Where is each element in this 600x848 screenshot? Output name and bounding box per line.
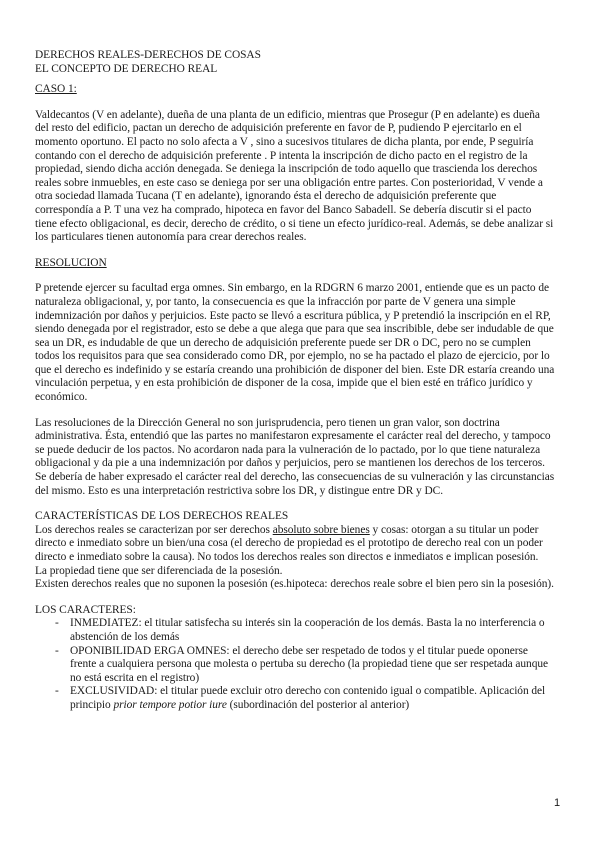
list-item-text: INMEDIATEZ: el titular satisfecha su interés sin la cooperación de los demás. Basta la no interferencia o abstención de los demás bbox=[70, 617, 545, 643]
list-item-exclusividad bbox=[35, 685, 555, 712]
characteristics-paragraph bbox=[35, 524, 555, 565]
characteristics-text-before: Los derechos reales se caracterizan por ser derechos bbox=[35, 523, 273, 536]
characteristics-underlined: absoluto sobre bienes bbox=[272, 523, 370, 536]
characteristics-line-3: Existen derechos reales que no suponen la posesión (es.hipoteca: derechos reale sobre el bien pero sin la posesión). bbox=[35, 578, 554, 591]
resolution-paragraph-2: Las resoluciones de la Dirección General no son jurisprudencia, pero tienen un gran valor, son doctrina administrativa. Ésta, entendió que las partes no manifestaron expresamente el carácter real del derecho, y tampoco se puede deducir de los pactos. No acordaron nada para la vulneración de lo pactado, por lo que tiene naturaleza obligacional y da pie a una indemnización por daños y perjuicios, pero se mantienen los derechos de los terceros. Se debería de haber expresado el carácter real del derecho, las consecuencias de su vulneración y las circunstancias del mismo. Esto es una interpretación restrictiva sobre los DR, y distingue entre DR y DC. bbox=[35, 416, 555, 497]
case-text: Valdecantos (V en adelante), dueña de una planta de un edificio, mientras que Prosegur (P en adelante) es dueña del resto del edificio, pactan un derecho de adquisición preferente en favor de P, pudiendo P ejercitarlo en el momento oportuno. El pacto no solo afecta a V , sino a sucesivos titulares de dicha planta, por ende, P seguiría contando con el derecho de adquisición preferente . P intenta la inscripción de dicho pacto en el registro de la propiedad, siendo dicha acción denegada. Se deniega la inscripción de todo aquello que trascienda los derechos reales sobre inmuebles, en este caso se deniega por ser una obligación entre partes. Con posterioridad, V vende a otra sociedad llamada Tucana (T en adelante), ignorando ésta el derecho de adquisición preferente que correspondía a P. T una vez ha comprado, hipoteca en favor del Banco Sabadell. Se debería discutir si el pacto tiene efecto obligacional, es decir, derecho de crédito, o si tiene un efecto jurídico-real. Además, se debe analizar si los particulares tienen autonomía para crear derechos reales. bbox=[35, 108, 554, 244]
resolution-paragraph-1: P pretende ejercer su facultad erga omnes. Sin embargo, en la RDGRN 6 marzo 2001, entiende que es un pacto de naturaleza obligacional, y, por tanto, la consecuencia es que la infracción por parte de V genera una simple indemnización por daños y perjuicios. Este pacto se llevó a escritura pública, y P pretendió la inscripción en el RP, siendo denegada por el registrador, esto se debe a que alega que para que sea inscribible, debe ser indudable de que sea un DR, es indudable de que un derecho de adquisición preferente puede ser DR o DC, pero no se cumplen todos los requisitos para que sea considerado como DR, por ejemplo, no se ha pactado el plazo de ejercicio, por lo que el derecho es indefinido y se estaría creando una prohibición de disponer del bien. Este DR estaría creando una vinculación perpetua, y en esta prohibición de disponer de la cosa, impide que el bien esté en tráfico jurídico y económico. bbox=[35, 282, 555, 404]
characteristics-line-2: La propiedad tiene que ser diferenciada de la posesión. bbox=[35, 564, 283, 577]
characters-title: LOS CARACTERES: bbox=[35, 603, 136, 616]
document-title-line-1: DERECHOS REALES-DERECHOS DE COSAS bbox=[35, 49, 261, 61]
dash-bullet: - bbox=[55, 685, 59, 698]
resolution-title: RESOLUCION bbox=[35, 256, 107, 269]
case-title: CASO 1: bbox=[35, 83, 77, 96]
document-page bbox=[35, 49, 555, 713]
document-title-line-2: EL CONCEPTO DE DERECHO REAL bbox=[35, 62, 218, 75]
list-item-text-before: EXCLUSIVIDAD: el titular puede excluir otro derecho con contenido igual o compatible. Aplicación del principio bbox=[70, 685, 546, 711]
list-item-text-after: (subordinación del posterior al anterior) bbox=[226, 698, 410, 711]
characteristics-title: CARACTERÍSTICAS DE LOS DERECHOS REALES bbox=[35, 510, 289, 523]
list-item-text: OPONIBILIDAD ERGA OMNES: el derecho debe ser respetado de todos y el titular puede oponerse frente a cualquiera persona que molesta o pertuba su derecho (la propiedad tiene que ser respetada aunque no está escrita en el registro) bbox=[70, 644, 549, 684]
latin-principle: prior tempore potior iure bbox=[113, 698, 227, 711]
page-number: 1 bbox=[554, 797, 561, 809]
dash-bullet: - bbox=[55, 617, 59, 630]
list-item-inmediatez bbox=[35, 617, 555, 644]
characteristics-text-after: y cosas: otorgan a su titular un poder directo e inmediato sobre un bien/una cosa (el derecho de propiedad es el prototipo de derecho real con un poder directo e inmediato sobre la causa). No todos los derechos reales son directos e inmediatos e implican posesión. bbox=[35, 523, 543, 563]
list-item-oponibilidad bbox=[35, 645, 555, 686]
characters-list bbox=[35, 617, 555, 712]
dash-bullet: - bbox=[55, 644, 59, 657]
